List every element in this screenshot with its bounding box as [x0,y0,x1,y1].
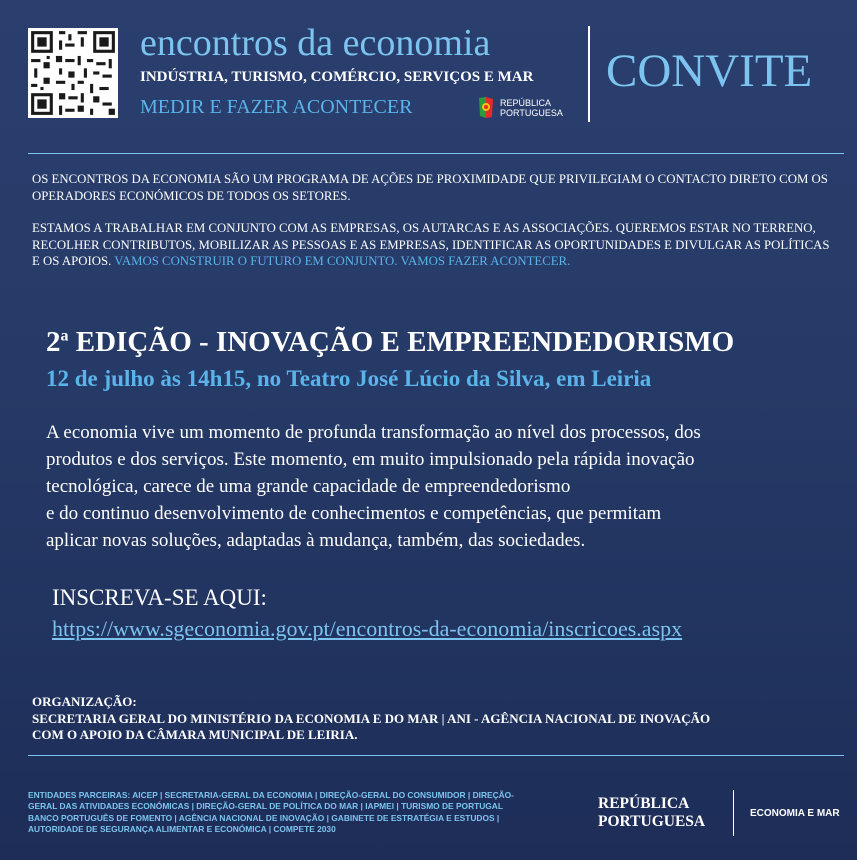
intro-paragraph-1: OS ENCONTROS DA ECONOMIA SÃO UM PROGRAMA DE AÇÕES DE PROXIMIDADE QUE PRIVILEGIAM O CONTACTO DIRETO COM OS OPERADORES ECONÓMICOS DE TODOS OS SETORES. [32,172,828,203]
republica-portuguesa-footer [598,795,705,831]
organization-block [32,694,710,744]
republica-portuguesa-logo [476,96,563,120]
organization-line: COM O APOIO DA CÂMARA MUNICIPAL DE LEIRIA. [32,727,358,742]
qr-code-graphic [28,28,118,118]
edition-number: 2 [46,326,61,358]
edition-heading [46,326,734,359]
event-description [46,419,836,554]
edition-ordinal: a [60,327,69,345]
page-title: encontros da economia [140,22,491,64]
partners-line: AUTORIDADE DE SEGURANÇA ALIMENTAR E ECONÓMICA | COMPETE 2030 [28,824,336,835]
description-line: tecnológica, carece de uma grande capacidade de empreendedorismo [46,476,571,497]
convite-heading: CONVITE [606,45,813,97]
ministry-label: ECONOMIA E MAR [750,808,840,819]
rp-logo-line2: PORTUGUESA [500,108,563,118]
description-line: produtos e dos serviços. Este momento, em muito impulsionado pela rápida inovação [46,449,695,470]
tagline: MEDIR E FAZER ACONTECER [140,96,413,118]
rp-footer-line2: PORTUGUESA [598,813,706,830]
qr-code-icon[interactable] [28,28,118,118]
partners-list [28,790,578,836]
intro-accent-text: VAMOS CONSTRUIR O FUTURO EM CONJUNTO. VAMOS FAZER ACONTECER. [114,254,571,268]
partners-line: GERAL DAS ATIVIDADES ECONÓMICAS | DIREÇÃO-GERAL DE POLÍTICA DO MAR | IAPMEI | TURISMO DE PORTUGAL [28,801,503,812]
description-line: A economia vive um momento de profunda transformação ao nível dos processos, dos [46,422,701,443]
intro-paragraph-2 [32,220,832,270]
description-line: aplicar novas soluções, adaptadas à mudança, também, das sociedades. [46,530,586,551]
organization-line: SECRETARIA GERAL DO MINISTÉRIO DA ECONOMIA E DO MAR | ANI - AGÊNCIA NACIONAL DE INOVAÇÃO [32,710,711,726]
divider-top [28,153,844,154]
footer-divider [733,790,734,836]
partners-line: BANCO PORTUGUÊS DE FOMENTO | AGÊNCIA NACIONAL DE INOVAÇÃO | GABINETE DE ESTRATÉGIA E ESTUDOS | [28,812,500,823]
intro-paragraph-2-text: ESTAMOS A TRABALHAR EM CONJUNTO COM AS EMPRESAS, OS AUTARCAS E AS ASSOCIAÇÕES. QUEREMOS ESTAR NO TERRENO, RECOLHER CONTRIBUTOS, MOBILIZAR AS PESSOAS E AS EMPRESAS, IDENTIFICAR AS OPORTUNIDADES E DIVULGAR AS POLÍTICAS E OS APOIOS. [32,221,830,268]
divider-bottom [28,755,844,756]
organization-label: ORGANIZAÇÃO: [32,694,137,709]
event-date: 12 de julho às 14h15, no Teatro José Lúcio da Silva, em Leiria [46,366,652,391]
register-cta: INSCREVA-SE AQUI: [52,585,267,610]
rp-logo-line1: REPÚBLICA [500,98,552,108]
edition-title: EDIÇÃO - INOVAÇÃO E EMPREENDEDORISMO [68,326,735,358]
portugal-flag-icon [476,96,496,120]
partners-line: ENTIDADES PARCEIRAS: AICEP | SECRETARIA-GERAL DA ECONOMIA | DIREÇÃO-GERAL DO CONSUMIDOR | DIREÇÃO- [28,790,514,800]
header-divider [588,26,590,122]
page-subtitle: INDÚSTRIA, TURISMO, COMÉRCIO, SERVIÇOS E MAR [140,69,534,85]
registration-link[interactable]: https://www.sgeconomia.gov.pt/encontros-da-economia/inscricoes.aspx [52,616,683,641]
rp-footer-line1: REPÚBLICA [598,795,690,812]
intro-text [32,171,832,286]
description-line: e do continuo desenvolvimento de conhecimentos e competências, que permitam [46,503,662,524]
